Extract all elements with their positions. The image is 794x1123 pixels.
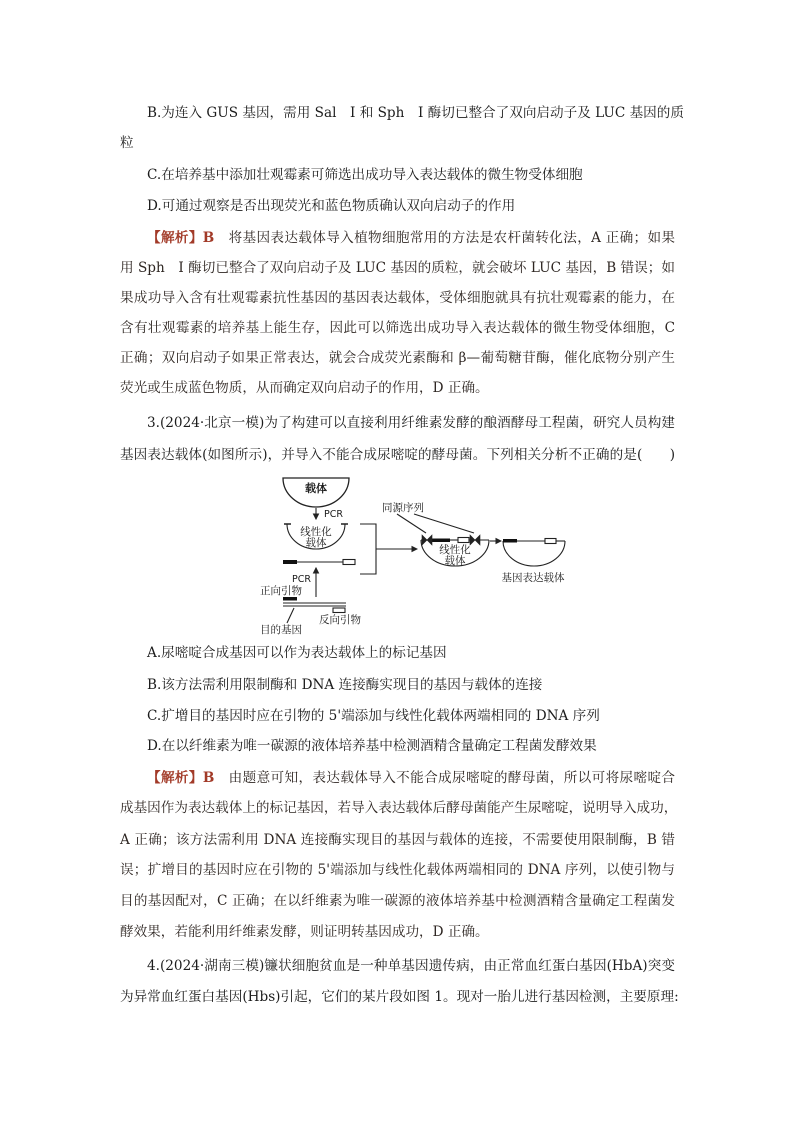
- label-linear-vector-1-a: 线性化: [300, 526, 332, 538]
- pcr-product-homology-right: [343, 560, 355, 565]
- q3-option-b: B.该方法需利用限制酶和 DNA 连接酶实现目的基因与载体的连接: [147, 677, 543, 693]
- q2-option-b-line-2: 粒: [120, 135, 134, 151]
- q2-analysis-line-1: [147, 228, 675, 248]
- label-linear-vector-2-b: 载体: [444, 555, 466, 567]
- merge-bracket: [360, 524, 376, 574]
- label-target-gene: 目的基因: [260, 624, 302, 636]
- q3-analysis-line-4: 误；扩增目的基因时应在引物的 5'端添加与线性化载体两端相同的 DNA 序列，以使引物与: [120, 862, 675, 878]
- gene-expression-vector-figure: [250, 468, 580, 640]
- analysis-label: 【解析】: [147, 770, 203, 786]
- q2-analysis-line-3: 果成功导入含有壮观霉素抗性基因的基因表达载体，受体细胞就具有抗壮观霉素的能力，在: [120, 290, 675, 306]
- label-pcr-top: PCR: [324, 509, 343, 520]
- q3-analysis-line-5: 目的基因配对，C 正确；在以纤维素为唯一碳源的液体培养基中检测酒精含量确定工程菌发: [120, 893, 675, 909]
- label-homologous-seq: 同源序列: [382, 502, 424, 514]
- q3-option-a: A.尿嘧啶合成基因可以作为表达载体上的标记基因: [147, 645, 447, 661]
- homology-bowtie-left: [422, 535, 432, 545]
- q3-option-c: C.扩增目的基因时应在引物的 5'端添加与线性化载体两端相同的 DNA 序列: [147, 708, 600, 724]
- q3-analysis-line-3: A 正确；该方法需利用 DNA 连接酶实现目的基因与载体的连接，不需要使用限制酶，B 错: [120, 832, 675, 848]
- analysis-label: 【解析】: [147, 230, 203, 246]
- expression-vector-shape: [503, 541, 565, 566]
- pcr-product-homology-left: [283, 560, 297, 564]
- q3-analysis-line-6: 酵效果，若能利用纤维素发酵，则证明转基因成功，D 正确。: [120, 924, 489, 940]
- analysis-answer: B: [202, 230, 215, 246]
- q3-option-d: D.在以纤维素为唯一碳源的液体培养基中检测酒精含量确定工程菌发酵效果: [147, 738, 597, 754]
- label-vector: 载体: [305, 482, 327, 495]
- q3-analysis-line-1: [147, 768, 675, 788]
- q2-option-d: D.可通过观察是否出现荧光和蓝色物质确认双向启动子的作用: [147, 198, 516, 214]
- label-forward-primer: 正向引物: [260, 585, 302, 597]
- q4-stem-line-1: 4.(2024·湖南三模)镰状细胞贫血是一种单基因遗传病，由正常血红蛋白基因(HbA)突变: [147, 958, 675, 974]
- q3-stem-line-2: 基因表达载体(如图所示)，并导入不能合成尿嘧啶的酵母菌。下列相关分析不正确的是( ): [120, 447, 675, 463]
- analysis-answer: B: [202, 770, 215, 786]
- homologous-pointer-right: [414, 514, 474, 533]
- analysis-text: 将基因表达载体导入植物细胞常用的方法是农杆菌转化法，A 正确；如果: [214, 230, 675, 246]
- q2-analysis-line-4: 含有壮观霉素的培养基上能生存，因此可以筛选出成功导入表达载体的微生物受体细胞，C: [120, 320, 675, 336]
- expression-vector-insert-left: [503, 539, 517, 543]
- label-reverse-primer: 反向引物: [319, 614, 361, 626]
- forward-primer-mark: [283, 597, 297, 601]
- q2-analysis-line-2: 用 Sph I 酶切已整合了双向启动子及 LUC 基因的质粒，就会破坏 LUC 基因，B 错误；如: [120, 260, 675, 276]
- homology-bowtie-right: [470, 535, 480, 545]
- linear-vector-2-insert-right: [458, 538, 469, 543]
- target-gene-pointer: [287, 608, 294, 623]
- label-pcr-bottom: PCR: [292, 574, 311, 585]
- expression-vector-insert-right: [545, 539, 556, 544]
- analysis-text: 由题意可知，表达载体导入不能合成尿嘧啶的酵母菌，所以可将尿嘧啶合: [214, 770, 676, 786]
- label-linear-vector-2-a: 线性化: [439, 544, 471, 556]
- q2-analysis-line-6: 荧光或生成蓝色物质，从而确定双向启动子的作用，D 正确。: [120, 380, 489, 396]
- q4-stem-line-2: 为异常血红蛋白基因(Hbs)引起，它们的某片段如图 1。现对一胎儿进行基因检测，主要原理:: [120, 989, 679, 1005]
- q2-analysis-line-5: 正确；双向启动子如果正常表达，就会合成荧光素酶和 β—葡萄糖苷酶，催化底物分别产生: [120, 350, 675, 366]
- q3-analysis-line-2: 成基因作为表达载体上的标记基因，若导入表达载体后酵母菌能产生尿嘧啶，说明导入成功，: [120, 800, 678, 816]
- q3-stem-line-1: 3.(2024·北京一模)为了构建可以直接利用纤维素发酵的酿酒酵母工程菌，研究人员构建: [147, 415, 675, 431]
- reverse-primer-mark: [333, 608, 345, 613]
- q2-option-b-line-1: B.为连入 GUS 基因，需用 Sal I 和 Sph I 酶切已整合了双向启动子及 LUC 基因的质: [147, 105, 684, 121]
- q2-option-c: C.在培养基中添加壮观霉素可筛选出成功导入表达载体的微生物受体细胞: [147, 167, 583, 183]
- label-expression-vector: 基因表达载体: [501, 572, 565, 584]
- label-linear-vector-1-b: 载体: [305, 537, 327, 549]
- linear-vector-2-insert-left: [432, 539, 450, 543]
